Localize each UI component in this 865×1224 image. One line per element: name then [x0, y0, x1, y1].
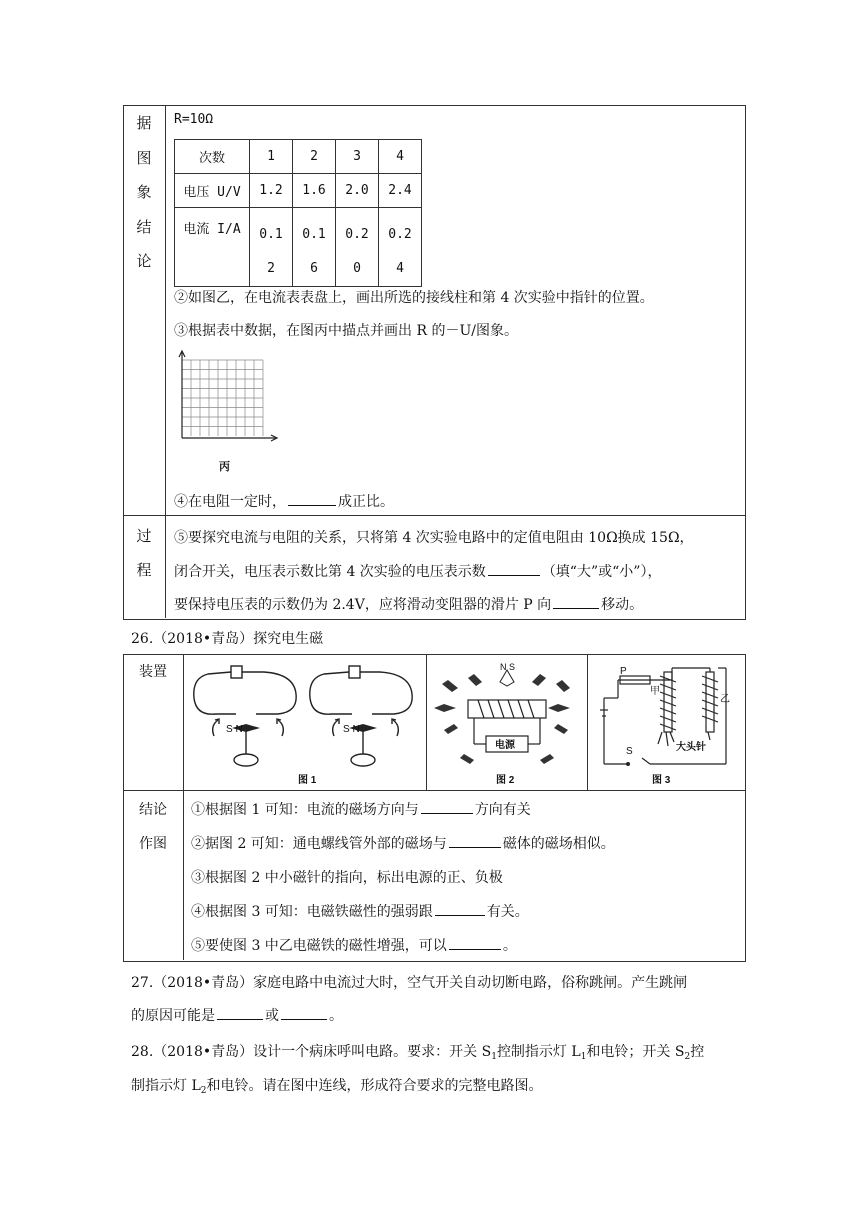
- table-cell: 1.6: [293, 174, 336, 208]
- q27-line1: 27.（2018•青岛）家庭电路中电流过大时，空气开关自动切断电路，俗称跳闸。产生跳闸: [131, 975, 688, 991]
- table-cell: 0.2 0: [336, 208, 379, 287]
- conclusion-label: 结论: [139, 802, 167, 818]
- pins-label: 大头针: [676, 742, 706, 753]
- figure-3-diagram: [590, 658, 742, 788]
- table-cell: 电流 I/A: [175, 208, 250, 287]
- needle-label: S N: [343, 724, 360, 735]
- answer-blank[interactable]: [449, 935, 501, 950]
- item-2: ②如图乙，在电流表表盘上，画出所选的接线柱和第 4 次实验中指针的位置。: [174, 290, 654, 306]
- q26-title: 26.（2018•青岛）探究电生磁: [131, 631, 324, 647]
- answer-blank[interactable]: [288, 491, 336, 506]
- answer-blank[interactable]: [421, 799, 473, 814]
- table-cell: 0.1 6: [293, 208, 336, 287]
- side-char: 据: [136, 114, 152, 132]
- slider-label: P: [620, 666, 627, 677]
- power-label: 电源: [495, 740, 515, 751]
- table-header: 3: [336, 140, 379, 174]
- magnet-label: 甲: [650, 686, 660, 697]
- table-header: 1: [250, 140, 293, 174]
- data-table: [174, 139, 422, 287]
- table-header: 2: [293, 140, 336, 174]
- fig-divider-1: [426, 654, 427, 790]
- side-char: 结: [136, 218, 152, 236]
- figure-label: 图 1: [298, 775, 317, 786]
- table-cell: 2.0: [336, 174, 379, 208]
- side-char: 图: [136, 149, 152, 167]
- figure-label: 图 3: [652, 775, 671, 786]
- side-char: 过: [136, 527, 152, 545]
- figure-label: 图 2: [496, 775, 515, 786]
- drawing-label: 作图: [139, 836, 167, 852]
- side-char: 论: [136, 252, 152, 270]
- table-cell: 0.2 4: [379, 208, 422, 287]
- side-char: 程: [136, 561, 152, 579]
- q28-line2: 制指示灯 $L_2$和电铃。请在图中连线，形成符合要求的完整电路图。: [131, 1078, 543, 1096]
- answer-blank[interactable]: [488, 561, 540, 576]
- table-header: 4: [379, 140, 422, 174]
- item-5-line2: 闭合开关，电压表示数比第 4 次实验的电压表示数 （填“大”或“小”），: [174, 561, 661, 581]
- conclusion-3: ③根据图 2 中小磁针的指向，标出电源的正、负极: [191, 870, 503, 886]
- item-5-line3: 要保持电压表的示数仍为 2.4V，应将滑动变阻器的滑片 P 向 移动。: [174, 594, 643, 614]
- q25-side-divider: [165, 105, 166, 618]
- q27-line2: 的原因可能是 或 。: [131, 1005, 343, 1025]
- needle-label: S N: [226, 724, 243, 735]
- answer-blank[interactable]: [435, 901, 485, 916]
- table-header: 次数: [175, 140, 250, 174]
- graph-label: 丙: [219, 460, 230, 473]
- conclusion-1: ①根据图 1 可知：电流的磁场方向与 方向有关: [191, 799, 531, 819]
- item-3: ③根据表中数据，在图丙中描点并画出 R 的－U/图象。: [174, 323, 518, 339]
- side-char: 象: [136, 183, 152, 201]
- blank-graph: [172, 348, 282, 450]
- q28-line1: 28.（2018•青岛）设计一个病床呼叫电路。要求：开关 $S_1$控制指示灯 $L_1$和电铃；开关 $S_2$控: [131, 1044, 705, 1062]
- q26-side-divider: [183, 654, 184, 960]
- switch-label: S: [626, 746, 633, 757]
- fig-divider-2: [587, 654, 588, 790]
- answer-blank[interactable]: [449, 833, 501, 848]
- resistor-value: R=10Ω: [174, 112, 214, 127]
- figure-1-diagram: [186, 658, 424, 788]
- answer-blank[interactable]: [217, 1005, 263, 1020]
- conclusion-2: ②据图 2 可知：通电螺线管外部的磁场与 磁体的磁场相似。: [191, 833, 615, 853]
- table-cell: 2.4: [379, 174, 422, 208]
- q26-row-divider: [123, 790, 745, 791]
- pole-label: N S: [500, 662, 516, 672]
- item-4: ④在电阻一定时， 成正比。: [174, 491, 394, 511]
- device-label: 装置: [139, 664, 167, 680]
- conclusion-5: ⑤要使图 3 中乙电磁铁的磁性增强，可以 。: [191, 935, 517, 955]
- table-cell: 电压 U/V: [175, 174, 250, 208]
- answer-blank[interactable]: [281, 1005, 327, 1020]
- q25-row-divider: [123, 515, 745, 516]
- conclusion-4: ④根据图 3 可知：电磁铁磁性的强弱跟 有关。: [191, 901, 529, 921]
- item-5-line1: ⑤要探究电流与电阻的关系，只将第 4 次实验电路中的定值电阻由 10Ω换成 15Ω，: [174, 530, 694, 546]
- figure-2-diagram: [430, 658, 584, 788]
- table-cell: 1.2: [250, 174, 293, 208]
- table-cell: 0.1 2: [250, 208, 293, 287]
- magnet-label: 乙: [720, 694, 730, 705]
- answer-blank[interactable]: [553, 594, 599, 609]
